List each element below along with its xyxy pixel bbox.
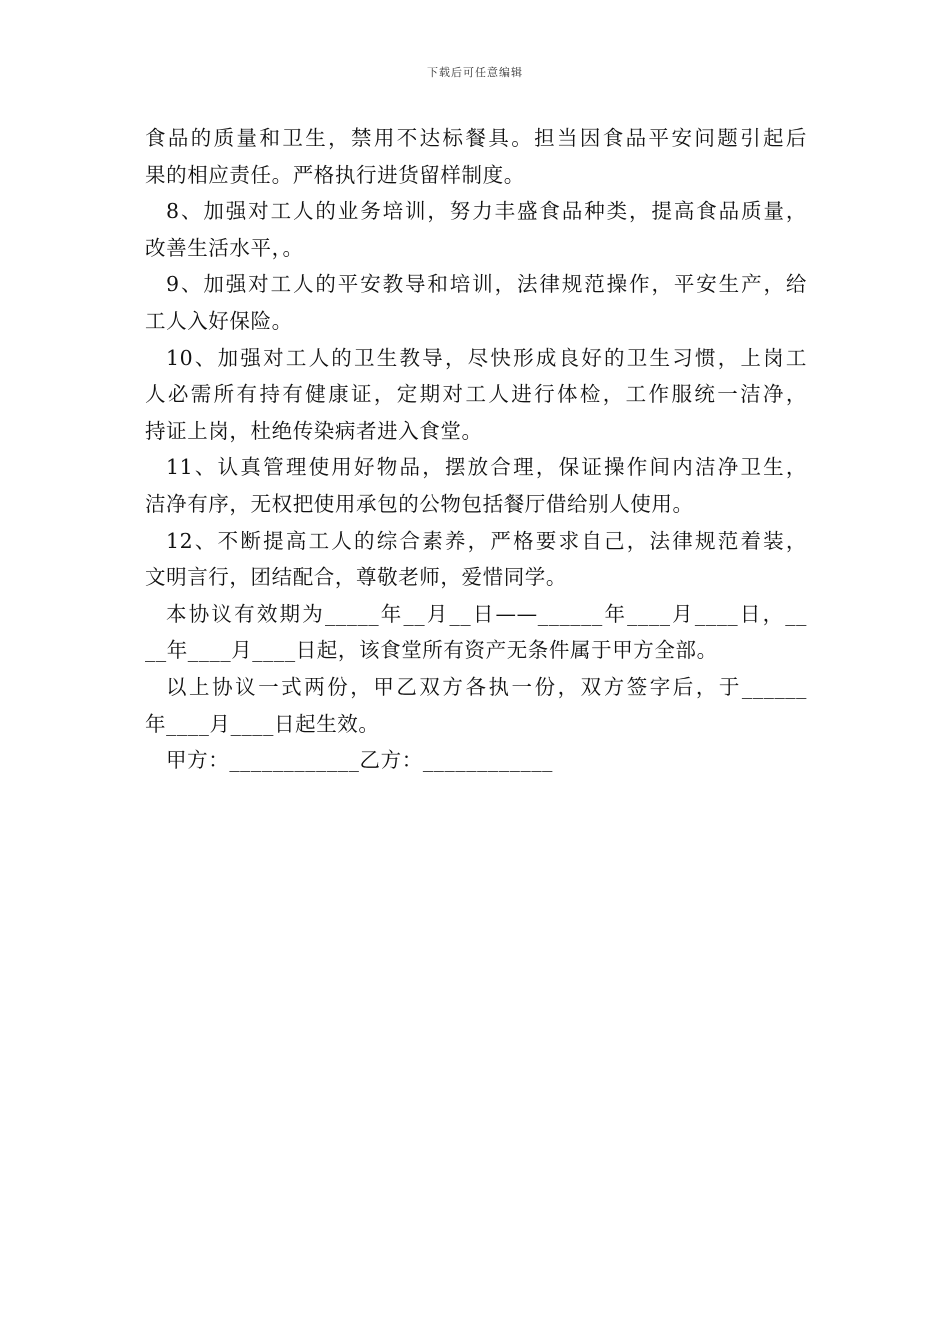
body-line: 年____月____日起生效。 bbox=[145, 711, 380, 736]
validity-period: 本协议有效期为_____年__月__日——______年____月____日，__ bbox=[166, 601, 807, 626]
clause-8: 8、加强对工人的业务培训，努力丰盛食品种类，提高食品质量， bbox=[166, 199, 807, 224]
body-line: 人必需所有持有健康证，定期对工人进行体检，工作服统一洁净， bbox=[145, 382, 807, 407]
party-b-label: 乙方： bbox=[359, 748, 423, 773]
body-line: 工人入好保险。 bbox=[145, 308, 293, 333]
signature-line bbox=[145, 742, 807, 779]
body-line: __年____月____日起，该食堂所有资产无条件属于甲方全部。 bbox=[145, 638, 718, 663]
body-line: 食品的质量和卫生，禁用不达标餐具。担当因食品平安问题引起后 bbox=[145, 126, 807, 150]
party-a-label: 甲方： bbox=[166, 748, 230, 773]
body-line: 果的相应责任。严格执行进货留样制度。 bbox=[145, 162, 525, 187]
party-b-signature-blank: ____________ bbox=[422, 748, 554, 773]
effective-clause: 以上协议一式两份，甲乙双方各执一份，双方签字后，于______ bbox=[166, 674, 807, 699]
page-header: 下载后可任意编辑 bbox=[427, 66, 523, 79]
clause-9: 9、加强对工人的平安教导和培训，法律规范操作，平安生产，给 bbox=[166, 272, 807, 297]
body-line: 持证上岗，杜绝传染病者进入食堂。 bbox=[145, 418, 483, 443]
clause-10: 10、加强对工人的卫生教导，尽快形成良好的卫生习惯，上岗工 bbox=[166, 345, 807, 370]
clause-12: 12、不断提高工人的综合素养，严格要求自己，法律规范着装， bbox=[166, 528, 807, 553]
body-line: 文明言行，团结配合，尊敬老师，爱惜同学。 bbox=[145, 565, 567, 590]
clause-11: 11、认真管理使用好物品，摆放合理，保证操作间内洁净卫生， bbox=[166, 455, 807, 480]
body-line: 洁净有序，无权把使用承包的公物包括餐厅借给别人使用。 bbox=[145, 491, 694, 516]
document-body bbox=[145, 120, 807, 779]
party-a-signature-blank: ____________ bbox=[229, 748, 360, 773]
body-line: 改善生活水平，。 bbox=[145, 235, 304, 260]
